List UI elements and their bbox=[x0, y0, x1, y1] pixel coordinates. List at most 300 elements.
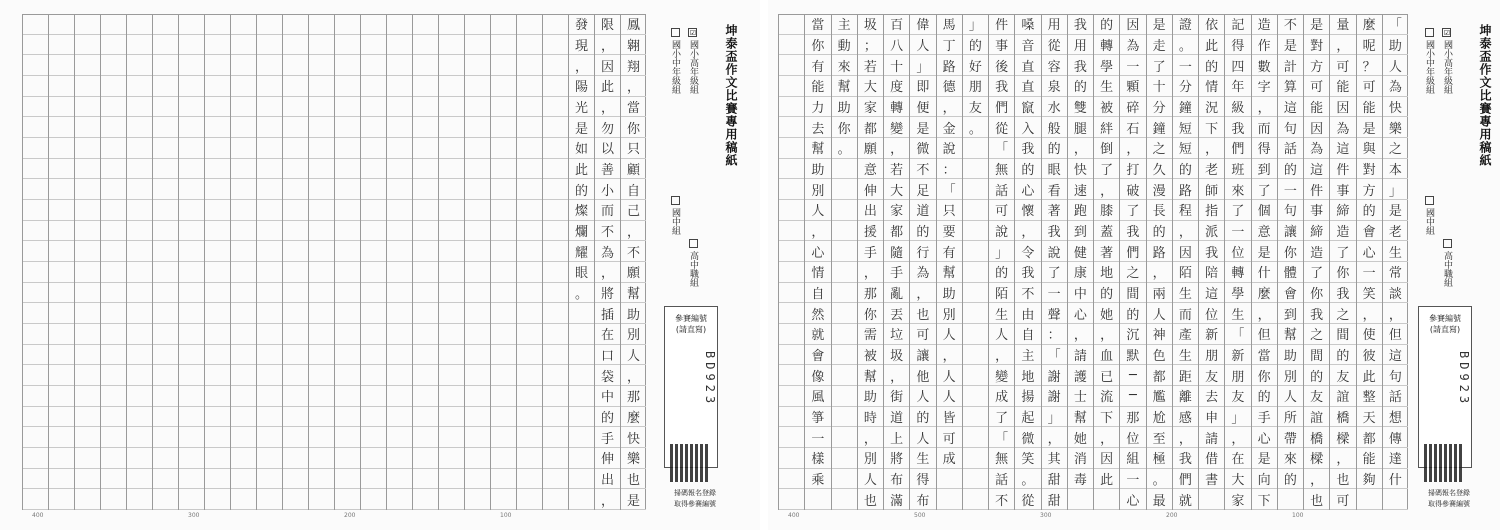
grid-cell[interactable] bbox=[439, 365, 464, 386]
grid-cell[interactable] bbox=[387, 138, 412, 159]
grid-cell[interactable]: 位 bbox=[1199, 303, 1224, 324]
grid-cell[interactable]: 彼 bbox=[1357, 345, 1382, 366]
grid-cell[interactable]: 助 bbox=[858, 386, 883, 407]
grid-cell[interactable] bbox=[127, 241, 152, 262]
grid-cell[interactable]: 。 bbox=[569, 283, 594, 304]
grid-cell[interactable] bbox=[179, 200, 204, 221]
grid-cell[interactable] bbox=[465, 241, 490, 262]
grid-cell[interactable]: 圾 bbox=[884, 345, 909, 366]
grid-cell[interactable]: 鐘 bbox=[1173, 97, 1198, 118]
grid-cell[interactable]: 一 bbox=[1278, 179, 1303, 200]
grid-cell[interactable]: 誼 bbox=[1330, 386, 1355, 407]
grid-cell[interactable]: 風 bbox=[805, 386, 830, 407]
grid-cell[interactable] bbox=[231, 489, 256, 510]
grid-cell[interactable] bbox=[309, 241, 334, 262]
grid-cell[interactable]: 像 bbox=[805, 365, 830, 386]
grid-cell[interactable] bbox=[153, 241, 178, 262]
grid-cell[interactable] bbox=[309, 303, 334, 324]
grid-cell[interactable] bbox=[49, 262, 74, 283]
grid-cell[interactable]: ， bbox=[1304, 469, 1329, 490]
grid-cell[interactable]: ： bbox=[937, 159, 962, 180]
grid-cell[interactable] bbox=[491, 138, 516, 159]
grid-cell[interactable]: 下 bbox=[1252, 489, 1277, 510]
grid-cell[interactable]: 可 bbox=[1330, 55, 1355, 76]
grid-cell[interactable]: 有 bbox=[937, 241, 962, 262]
grid-cell[interactable] bbox=[309, 283, 334, 304]
grid-cell[interactable]: 的 bbox=[1278, 159, 1303, 180]
grid-cell[interactable]: 」 bbox=[989, 241, 1014, 262]
grid-cell[interactable]: 因 bbox=[1330, 97, 1355, 118]
grid-cell[interactable] bbox=[779, 97, 804, 118]
grid-cell[interactable] bbox=[439, 200, 464, 221]
grid-cell[interactable]: 與 bbox=[1357, 138, 1382, 159]
grid-cell[interactable] bbox=[335, 303, 360, 324]
grid-cell[interactable] bbox=[779, 117, 804, 138]
grid-cell[interactable] bbox=[543, 138, 568, 159]
grid-cell[interactable]: ─ bbox=[1120, 365, 1145, 386]
grid-cell[interactable]: 嗓 bbox=[1015, 14, 1040, 35]
grid-cell[interactable]: 的 bbox=[1015, 159, 1040, 180]
grid-cell[interactable]: 年 bbox=[1225, 76, 1250, 97]
grid-cell[interactable] bbox=[23, 241, 48, 262]
grid-cell[interactable]: 助 bbox=[1383, 35, 1408, 56]
grid-cell[interactable] bbox=[153, 117, 178, 138]
grid-cell[interactable]: 你 bbox=[621, 117, 646, 138]
grid-cell[interactable] bbox=[491, 241, 516, 262]
grid-cell[interactable] bbox=[439, 138, 464, 159]
grid-cell[interactable] bbox=[543, 200, 568, 221]
grid-cell[interactable]: 達 bbox=[1383, 448, 1408, 469]
grid-cell[interactable] bbox=[231, 469, 256, 490]
grid-cell[interactable] bbox=[49, 427, 74, 448]
grid-cell[interactable] bbox=[101, 55, 126, 76]
grid-cell[interactable] bbox=[439, 221, 464, 242]
grid-cell[interactable] bbox=[127, 76, 152, 97]
grid-cell[interactable]: 可 bbox=[989, 200, 1014, 221]
grid-cell[interactable]: 般 bbox=[1042, 117, 1067, 138]
grid-cell[interactable]: 能 bbox=[1357, 448, 1382, 469]
grid-cell[interactable] bbox=[205, 221, 230, 242]
grid-cell[interactable] bbox=[439, 469, 464, 490]
grid-cell[interactable] bbox=[231, 448, 256, 469]
grid-cell[interactable]: 幫 bbox=[1278, 324, 1303, 345]
grid-cell[interactable]: 尬 bbox=[1147, 407, 1172, 428]
grid-cell[interactable] bbox=[335, 427, 360, 448]
grid-cell[interactable]: 我 bbox=[1173, 448, 1198, 469]
grid-cell[interactable] bbox=[309, 407, 334, 428]
grid-cell[interactable]: 「 bbox=[937, 179, 962, 200]
grid-cell[interactable]: 人 bbox=[1278, 386, 1303, 407]
grid-cell[interactable]: 分 bbox=[1173, 76, 1198, 97]
grid-cell[interactable]: 家 bbox=[884, 200, 909, 221]
grid-cell[interactable]: 轉 bbox=[1225, 262, 1250, 283]
grid-cell[interactable] bbox=[387, 303, 412, 324]
grid-cell[interactable] bbox=[465, 55, 490, 76]
grid-cell[interactable]: 馬 bbox=[937, 14, 962, 35]
grid-cell[interactable] bbox=[75, 489, 100, 510]
grid-cell[interactable]: 一 bbox=[1225, 221, 1250, 242]
grid-cell[interactable]: 亂 bbox=[884, 283, 909, 304]
grid-cell[interactable] bbox=[101, 489, 126, 510]
grid-cell[interactable]: 之 bbox=[1383, 138, 1408, 159]
grid-cell[interactable] bbox=[1199, 489, 1224, 510]
grid-cell[interactable] bbox=[335, 55, 360, 76]
grid-cell[interactable] bbox=[335, 221, 360, 242]
grid-cell[interactable] bbox=[101, 469, 126, 490]
grid-cell[interactable] bbox=[335, 200, 360, 221]
grid-cell[interactable] bbox=[543, 35, 568, 56]
grid-cell[interactable]: 如 bbox=[569, 138, 594, 159]
grid-cell[interactable]: 插 bbox=[595, 303, 620, 324]
grid-cell[interactable]: 件 bbox=[1330, 159, 1355, 180]
grid-cell[interactable]: 是 bbox=[569, 117, 594, 138]
grid-cell[interactable] bbox=[361, 448, 386, 469]
grid-cell[interactable]: 路 bbox=[1173, 179, 1198, 200]
grid-cell[interactable]: ， bbox=[595, 489, 620, 510]
grid-cell[interactable] bbox=[517, 159, 542, 180]
grid-cell[interactable] bbox=[179, 283, 204, 304]
grid-cell[interactable]: 締 bbox=[1304, 221, 1329, 242]
grid-cell[interactable]: 的 bbox=[1199, 55, 1224, 76]
grid-cell[interactable]: 是 bbox=[1304, 14, 1329, 35]
grid-cell[interactable]: ， bbox=[569, 55, 594, 76]
grid-cell[interactable] bbox=[23, 283, 48, 304]
grid-cell[interactable]: 是 bbox=[1252, 448, 1277, 469]
grid-cell[interactable]: 話 bbox=[1278, 138, 1303, 159]
grid-cell[interactable] bbox=[413, 97, 438, 118]
grid-cell[interactable]: 生 bbox=[1225, 303, 1250, 324]
grid-cell[interactable] bbox=[101, 221, 126, 242]
grid-cell[interactable]: 這 bbox=[1199, 283, 1224, 304]
grid-cell[interactable] bbox=[309, 200, 334, 221]
grid-cell[interactable]: 我 bbox=[1225, 117, 1250, 138]
grid-cell[interactable]: 了 bbox=[1304, 262, 1329, 283]
grid-cell[interactable]: 丟 bbox=[884, 303, 909, 324]
grid-cell[interactable] bbox=[283, 159, 308, 180]
grid-cell[interactable]: 健 bbox=[1068, 241, 1093, 262]
grid-cell[interactable]: 請 bbox=[1199, 427, 1224, 448]
grid-cell[interactable]: 方 bbox=[1304, 55, 1329, 76]
grid-cell[interactable]: 幫 bbox=[832, 76, 857, 97]
grid-cell[interactable]: 由 bbox=[1015, 303, 1040, 324]
grid-cell[interactable]: 來 bbox=[1278, 448, 1303, 469]
grid-cell[interactable]: 打 bbox=[1120, 159, 1145, 180]
grid-cell[interactable]: 的 bbox=[963, 35, 988, 56]
grid-cell[interactable] bbox=[309, 386, 334, 407]
grid-cell[interactable]: 需 bbox=[858, 324, 883, 345]
grid-cell[interactable]: 人 bbox=[989, 324, 1014, 345]
grid-cell[interactable] bbox=[779, 448, 804, 469]
grid-cell[interactable] bbox=[832, 262, 857, 283]
grid-cell[interactable]: 借 bbox=[1199, 448, 1224, 469]
grid-cell[interactable] bbox=[335, 365, 360, 386]
grid-cell[interactable] bbox=[361, 200, 386, 221]
grid-cell[interactable] bbox=[387, 117, 412, 138]
grid-cell[interactable] bbox=[205, 386, 230, 407]
grid-cell[interactable] bbox=[543, 179, 568, 200]
grid-cell[interactable]: 我 bbox=[1068, 55, 1093, 76]
grid-cell[interactable] bbox=[517, 469, 542, 490]
grid-cell[interactable] bbox=[153, 262, 178, 283]
grid-cell[interactable]: 了 bbox=[1225, 200, 1250, 221]
grid-cell[interactable]: ， bbox=[1330, 35, 1355, 56]
grid-cell[interactable]: ， bbox=[621, 365, 646, 386]
grid-cell[interactable]: 心 bbox=[1068, 303, 1093, 324]
grid-cell[interactable] bbox=[517, 303, 542, 324]
grid-cell[interactable] bbox=[283, 324, 308, 345]
grid-cell[interactable]: 人 bbox=[910, 386, 935, 407]
grid-cell[interactable] bbox=[231, 386, 256, 407]
grid-cell[interactable] bbox=[75, 324, 100, 345]
grid-cell[interactable] bbox=[23, 35, 48, 56]
grid-cell[interactable] bbox=[153, 324, 178, 345]
grid-cell[interactable] bbox=[832, 427, 857, 448]
grid-cell[interactable]: 但 bbox=[1252, 324, 1277, 345]
grid-cell[interactable] bbox=[517, 35, 542, 56]
grid-cell[interactable] bbox=[283, 407, 308, 428]
grid-cell[interactable] bbox=[179, 179, 204, 200]
grid-cell[interactable] bbox=[127, 283, 152, 304]
grid-cell[interactable] bbox=[49, 179, 74, 200]
grid-cell[interactable]: 生 bbox=[1173, 345, 1198, 366]
grid-cell[interactable]: 能 bbox=[805, 76, 830, 97]
grid-cell[interactable]: 的 bbox=[1252, 386, 1277, 407]
grid-cell[interactable] bbox=[257, 241, 282, 262]
grid-cell[interactable]: 我 bbox=[1068, 14, 1093, 35]
grid-cell[interactable] bbox=[439, 55, 464, 76]
grid-cell[interactable]: 顆 bbox=[1120, 76, 1145, 97]
grid-cell[interactable]: 一 bbox=[1042, 283, 1067, 304]
grid-cell[interactable]: 容 bbox=[1042, 55, 1067, 76]
grid-cell[interactable] bbox=[491, 14, 516, 35]
grid-cell[interactable] bbox=[205, 76, 230, 97]
grid-cell[interactable]: 可 bbox=[1357, 76, 1382, 97]
grid-cell[interactable] bbox=[75, 221, 100, 242]
grid-cell[interactable] bbox=[309, 117, 334, 138]
grid-cell[interactable]: 皆 bbox=[937, 407, 962, 428]
grid-cell[interactable]: ： bbox=[1042, 324, 1067, 345]
grid-cell[interactable] bbox=[517, 14, 542, 35]
grid-cell[interactable] bbox=[127, 469, 152, 490]
grid-cell[interactable]: 兩 bbox=[1147, 283, 1172, 304]
grid-cell[interactable] bbox=[231, 200, 256, 221]
grid-cell[interactable]: 家 bbox=[1225, 489, 1250, 510]
grid-cell[interactable] bbox=[75, 200, 100, 221]
grid-cell[interactable]: 陪 bbox=[1199, 262, 1224, 283]
grid-cell[interactable] bbox=[283, 427, 308, 448]
grid-cell[interactable]: 數 bbox=[1252, 55, 1277, 76]
grid-cell[interactable] bbox=[963, 407, 988, 428]
grid-cell[interactable] bbox=[179, 345, 204, 366]
grid-cell[interactable] bbox=[283, 489, 308, 510]
grid-cell[interactable] bbox=[309, 179, 334, 200]
grid-cell[interactable]: 現 bbox=[569, 35, 594, 56]
grid-cell[interactable]: 的 bbox=[1042, 138, 1067, 159]
grid-cell[interactable] bbox=[491, 55, 516, 76]
grid-cell[interactable]: 流 bbox=[1094, 386, 1119, 407]
grid-cell[interactable] bbox=[335, 117, 360, 138]
grid-cell[interactable] bbox=[543, 262, 568, 283]
grid-cell[interactable] bbox=[257, 407, 282, 428]
grid-cell[interactable] bbox=[153, 469, 178, 490]
grid-cell[interactable]: 也 bbox=[1330, 469, 1355, 490]
grid-cell[interactable] bbox=[413, 365, 438, 386]
grid-cell[interactable]: 人 bbox=[858, 469, 883, 490]
grid-cell[interactable]: 時 bbox=[858, 407, 883, 428]
grid-cell[interactable]: 別 bbox=[805, 179, 830, 200]
grid-cell[interactable]: 的 bbox=[1304, 365, 1329, 386]
grid-cell[interactable] bbox=[963, 448, 988, 469]
grid-cell[interactable] bbox=[231, 159, 256, 180]
grid-cell[interactable]: 滿 bbox=[884, 489, 909, 510]
grid-cell[interactable] bbox=[439, 407, 464, 428]
grid-cell[interactable] bbox=[387, 448, 412, 469]
grid-cell[interactable] bbox=[963, 489, 988, 510]
grid-cell[interactable] bbox=[779, 324, 804, 345]
grid-cell[interactable] bbox=[49, 365, 74, 386]
grid-cell[interactable]: 事 bbox=[989, 35, 1014, 56]
grid-cell[interactable] bbox=[543, 365, 568, 386]
grid-cell[interactable] bbox=[205, 427, 230, 448]
grid-cell[interactable] bbox=[361, 283, 386, 304]
grid-cell[interactable] bbox=[283, 262, 308, 283]
grid-cell[interactable]: 成 bbox=[937, 448, 962, 469]
grid-cell[interactable]: 別 bbox=[621, 324, 646, 345]
grid-cell[interactable] bbox=[179, 35, 204, 56]
grid-cell[interactable]: 感 bbox=[1173, 407, 1198, 428]
grid-cell[interactable]: 聲 bbox=[1042, 303, 1067, 324]
grid-cell[interactable] bbox=[517, 55, 542, 76]
grid-cell[interactable] bbox=[179, 303, 204, 324]
grid-cell[interactable]: 中 bbox=[595, 386, 620, 407]
grid-cell[interactable] bbox=[361, 97, 386, 118]
grid-cell[interactable]: 漫 bbox=[1147, 179, 1172, 200]
grid-cell[interactable] bbox=[49, 241, 74, 262]
grid-cell[interactable] bbox=[517, 345, 542, 366]
grid-cell[interactable] bbox=[75, 117, 100, 138]
grid-cell[interactable]: 這 bbox=[1304, 159, 1329, 180]
grid-cell[interactable]: 用 bbox=[1068, 35, 1093, 56]
grid-cell[interactable]: 手 bbox=[595, 427, 620, 448]
grid-cell[interactable] bbox=[387, 489, 412, 510]
grid-cell[interactable] bbox=[75, 469, 100, 490]
grid-cell[interactable] bbox=[517, 200, 542, 221]
grid-cell[interactable] bbox=[257, 489, 282, 510]
grid-cell[interactable] bbox=[413, 55, 438, 76]
grid-cell[interactable] bbox=[465, 76, 490, 97]
grid-cell[interactable]: 「 bbox=[1383, 14, 1408, 35]
grid-cell[interactable]: 夠 bbox=[1357, 469, 1382, 490]
grid-cell[interactable]: 誼 bbox=[1304, 407, 1329, 428]
grid-cell[interactable]: 件 bbox=[1304, 179, 1329, 200]
option-high-grade[interactable] bbox=[687, 28, 700, 94]
grid-cell[interactable]: 鐘 bbox=[1147, 117, 1172, 138]
grid-cell[interactable]: 我 bbox=[1015, 262, 1040, 283]
grid-cell[interactable] bbox=[413, 448, 438, 469]
grid-cell[interactable]: 好 bbox=[963, 55, 988, 76]
grid-cell[interactable]: 是 bbox=[1357, 117, 1382, 138]
grid-cell[interactable] bbox=[205, 324, 230, 345]
grid-cell[interactable] bbox=[543, 221, 568, 242]
grid-cell[interactable]: 主 bbox=[832, 14, 857, 35]
grid-cell[interactable]: 幫 bbox=[805, 138, 830, 159]
grid-cell[interactable]: 為 bbox=[595, 241, 620, 262]
grid-cell[interactable]: 來 bbox=[832, 55, 857, 76]
grid-cell[interactable] bbox=[127, 55, 152, 76]
grid-cell[interactable] bbox=[205, 345, 230, 366]
grid-cell[interactable] bbox=[439, 179, 464, 200]
grid-cell[interactable]: 為 bbox=[1120, 35, 1145, 56]
grid-cell[interactable] bbox=[23, 200, 48, 221]
grid-cell[interactable]: 願 bbox=[858, 138, 883, 159]
grid-cell[interactable] bbox=[963, 200, 988, 221]
grid-cell[interactable]: 請 bbox=[1068, 345, 1093, 366]
grid-cell[interactable]: 發 bbox=[569, 14, 594, 35]
grid-cell[interactable]: 箏 bbox=[805, 407, 830, 428]
grid-cell[interactable]: 會 bbox=[805, 345, 830, 366]
grid-cell[interactable]: 能 bbox=[1304, 97, 1329, 118]
grid-cell[interactable] bbox=[963, 324, 988, 345]
grid-cell[interactable] bbox=[49, 200, 74, 221]
grid-cell[interactable]: 助 bbox=[805, 159, 830, 180]
grid-cell[interactable] bbox=[413, 117, 438, 138]
grid-cell[interactable] bbox=[779, 262, 804, 283]
grid-cell[interactable]: 令 bbox=[1015, 241, 1040, 262]
grid-cell[interactable]: 能 bbox=[1357, 97, 1382, 118]
grid-cell[interactable] bbox=[257, 365, 282, 386]
grid-cell[interactable]: 之 bbox=[1147, 138, 1172, 159]
grid-cell[interactable]: 生 bbox=[1383, 241, 1408, 262]
grid-cell[interactable]: 得 bbox=[1225, 35, 1250, 56]
grid-cell[interactable]: 樣 bbox=[805, 448, 830, 469]
grid-cell[interactable] bbox=[413, 324, 438, 345]
grid-cell[interactable]: 大 bbox=[1225, 469, 1250, 490]
grid-cell[interactable]: 破 bbox=[1120, 179, 1145, 200]
grid-cell[interactable] bbox=[23, 386, 48, 407]
grid-cell[interactable]: 心 bbox=[1357, 241, 1382, 262]
grid-cell[interactable] bbox=[491, 345, 516, 366]
grid-cell[interactable] bbox=[309, 489, 334, 510]
grid-cell[interactable] bbox=[517, 76, 542, 97]
grid-cell[interactable] bbox=[231, 221, 256, 242]
option-mid-grade[interactable] bbox=[669, 28, 682, 94]
grid-cell[interactable] bbox=[283, 221, 308, 242]
grid-cell[interactable]: 是 bbox=[910, 117, 935, 138]
grid-cell[interactable]: 。 bbox=[1173, 35, 1198, 56]
grid-cell[interactable]: 說 bbox=[937, 138, 962, 159]
grid-cell[interactable] bbox=[465, 324, 490, 345]
grid-cell[interactable]: 為 bbox=[1330, 117, 1355, 138]
grid-cell[interactable]: 音 bbox=[1015, 35, 1040, 56]
grid-cell[interactable] bbox=[101, 179, 126, 200]
grid-cell[interactable]: 伸 bbox=[595, 448, 620, 469]
grid-cell[interactable]: 其 bbox=[1042, 448, 1067, 469]
grid-cell[interactable] bbox=[49, 283, 74, 304]
grid-cell[interactable] bbox=[283, 365, 308, 386]
grid-cell[interactable] bbox=[832, 221, 857, 242]
grid-cell[interactable]: 生 bbox=[989, 303, 1014, 324]
grid-cell[interactable]: 最 bbox=[1147, 489, 1172, 510]
grid-cell[interactable] bbox=[543, 324, 568, 345]
grid-cell[interactable] bbox=[937, 469, 962, 490]
grid-cell[interactable] bbox=[491, 117, 516, 138]
grid-cell[interactable] bbox=[205, 303, 230, 324]
grid-cell[interactable] bbox=[937, 489, 962, 510]
grid-cell[interactable] bbox=[439, 448, 464, 469]
grid-cell[interactable]: 情 bbox=[805, 262, 830, 283]
grid-cell[interactable]: 因 bbox=[595, 55, 620, 76]
grid-cell[interactable]: 我 bbox=[1042, 221, 1067, 242]
